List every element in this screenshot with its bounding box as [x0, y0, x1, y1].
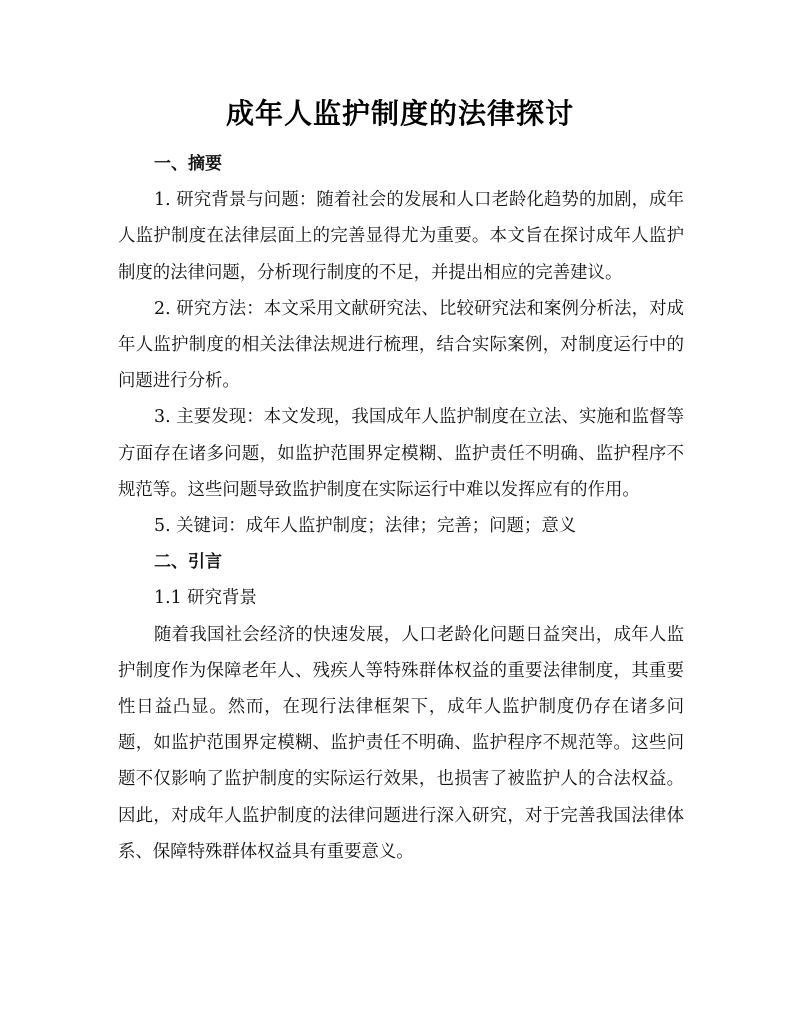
section-heading-abstract: 一、摘要: [154, 154, 222, 174]
subsection-heading-background: 1.1 研究背景: [154, 588, 257, 609]
document-title: 成年人监护制度的法律探讨: [225, 97, 574, 130]
abstract-paragraph-methods: 2. 研究方法：本文采用文献研究法、比较研究法和案例分析法，对成年人监护制度的相关法律法规进行梳理，结合实际案例，对制度运行中的问题进行分析。: [118, 298, 684, 392]
abstract-paragraph-background: 1. 研究背景与问题：随着社会的发展和人口老龄化趋势的加剧，成年人监护制度在法律层面上的完善显得尤为重要。本文旨在探讨成年人监护制度的法律问题，分析现行制度的不足，并提出相应的完善建议。: [118, 190, 684, 283]
abstract-paragraph-keywords: 5. 关键词：成年人监护制度；法律；完善；问题；意义: [154, 516, 577, 537]
section-heading-introduction: 二、引言: [154, 552, 222, 573]
abstract-paragraph-findings: 3. 主要发现：本文发现，我国成年人监护制度在立法、实施和监督等方面存在诸多问题，如监护范围界定模糊、监护责任不明确、监护程序不规范等。这些问题导致监护制度在实际运行中难以发挥应有的作用。: [118, 407, 684, 500]
introduction-paragraph: 随着我国社会经济的快速发展，人口老龄化问题日益突出，成年人监护制度作为保障老年人、残疾人等特殊群体权益的重要法律制度，其重要性日益凸显。然而，在现行法律框架下，成年人监护制度仍存在诸多问题，如监护范围界定模糊、监护责任不明确、监护程序不规范等。这些问题不仅影响了监护制度的实际运行效果，也损害了被监护人的合法权益。因此，对成年人监护制度的法律问题进行深入研究，对于完善我国法律体系、保障特殊群体权益具有重要意义。: [118, 624, 684, 862]
document-body: [118, 146, 684, 870]
